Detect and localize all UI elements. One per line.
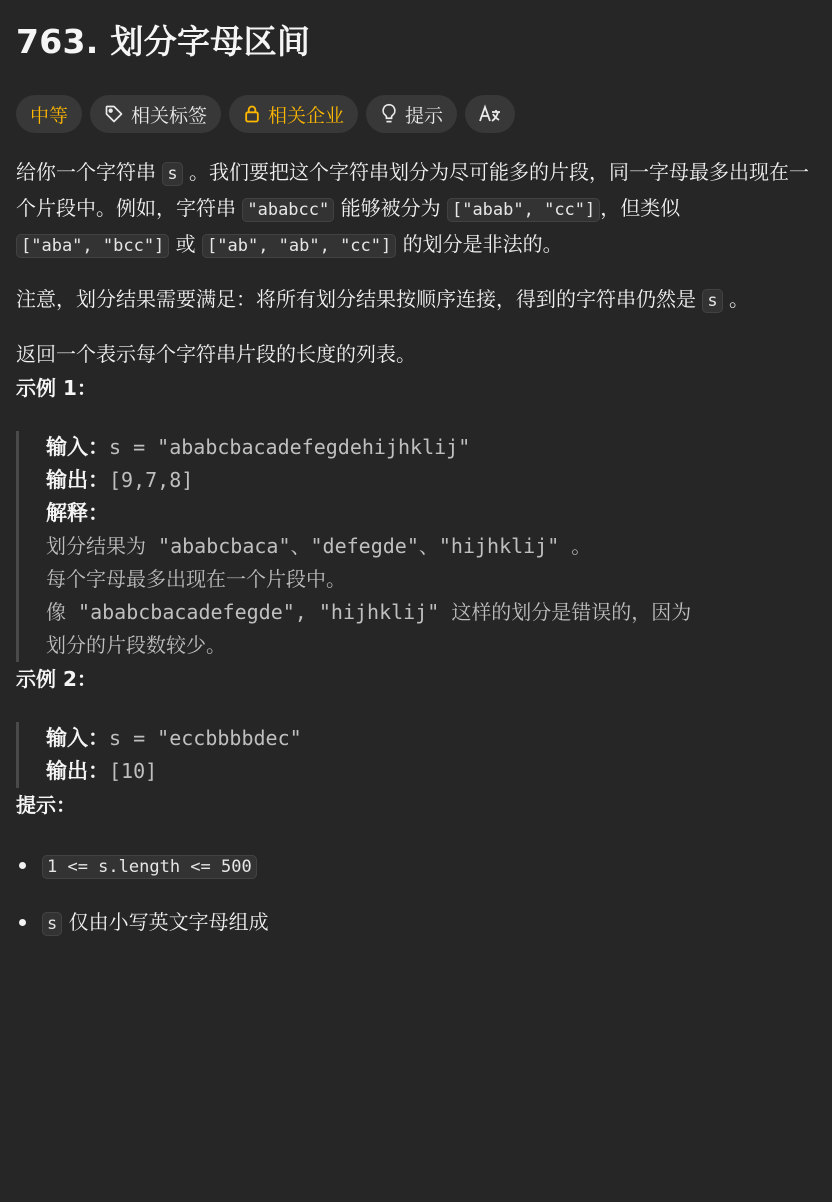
example-1-input: 输入：s = "ababcbacadefegdehijhklij" xyxy=(46,435,471,459)
inline-code: ["ab", "ab", "cc"] xyxy=(202,234,396,258)
translate-button[interactable] xyxy=(465,95,515,133)
example-1-title: 示例 1： xyxy=(16,376,97,400)
inline-code: s xyxy=(702,289,722,313)
topics-tag-button[interactable] xyxy=(90,95,221,133)
example-1-explain-line: 划分的片段数较少。 xyxy=(46,633,226,657)
topics-tag-label: 相关标签 xyxy=(131,104,208,127)
inline-code: ["abab", "cc"] xyxy=(447,198,600,222)
constraint-item xyxy=(16,848,816,884)
constraints-title: 提示： xyxy=(16,793,76,817)
inline-code: s xyxy=(162,162,182,186)
tag-icon xyxy=(104,104,124,124)
example-2-title: 示例 2： xyxy=(16,667,97,691)
difficulty-badge[interactable] xyxy=(16,95,82,133)
inline-code: "ababcc" xyxy=(242,198,334,222)
description-paragraph-1: 给你一个字符串 s 。我们要把这个字符串划分为尽可能多的片段，同一字母最多出现在一个片段中。例如，字符串 "ababcc" 能够被分为 ["abab", "cc"] ，但类似 ["aba", "bcc"] 或 ["ab", "ab", "cc"] 的划分是非法的。 xyxy=(16,160,809,256)
example-1-block xyxy=(16,431,816,662)
translate-icon xyxy=(478,104,502,124)
example-2-block xyxy=(16,722,816,788)
constraints-list xyxy=(16,848,816,941)
example-1-explain-line: 划分结果为 "ababcbaca"、"defegde"、"hijhklij" 。 xyxy=(46,534,592,558)
example-1-explain-line: 像 "ababcbacadefegde", "hijhklij" 这样的划分是错误的，因为 xyxy=(46,600,692,624)
problem-title: 763. 划分字母区间 xyxy=(16,22,311,61)
example-2-input: 输入：s = "eccbbbbdec" xyxy=(46,726,302,750)
hint-button[interactable] xyxy=(366,95,457,133)
inline-code: ["aba", "bcc"] xyxy=(16,234,169,258)
difficulty-label: 中等 xyxy=(30,104,69,127)
example-2-output: 输出：[10] xyxy=(46,759,158,783)
lock-icon xyxy=(243,104,261,124)
hint-label: 提示 xyxy=(405,104,444,127)
inline-code: s xyxy=(42,912,62,936)
example-1-explain-line: 每个字母最多出现在一个片段中。 xyxy=(46,567,346,591)
companies-tag-button[interactable] xyxy=(229,95,358,133)
tag-bar xyxy=(16,94,816,134)
companies-tag-label: 相关企业 xyxy=(268,104,345,127)
description-paragraph-3: 返回一个表示每个字符串片段的长度的列表。 xyxy=(16,342,416,366)
example-1-output: 输出：[9,7,8] xyxy=(46,468,194,492)
inline-code: 1 <= s.length <= 500 xyxy=(42,855,257,879)
description-paragraph-2: 注意，划分结果需要满足：将所有划分结果按顺序连接，得到的字符串仍然是 s 。 xyxy=(16,287,749,311)
example-1-explain-label: 解释： xyxy=(46,501,109,525)
lightbulb-icon xyxy=(380,103,398,125)
problem-description xyxy=(16,155,816,941)
constraint-item: s 仅由小写英文字母组成 xyxy=(16,905,816,941)
